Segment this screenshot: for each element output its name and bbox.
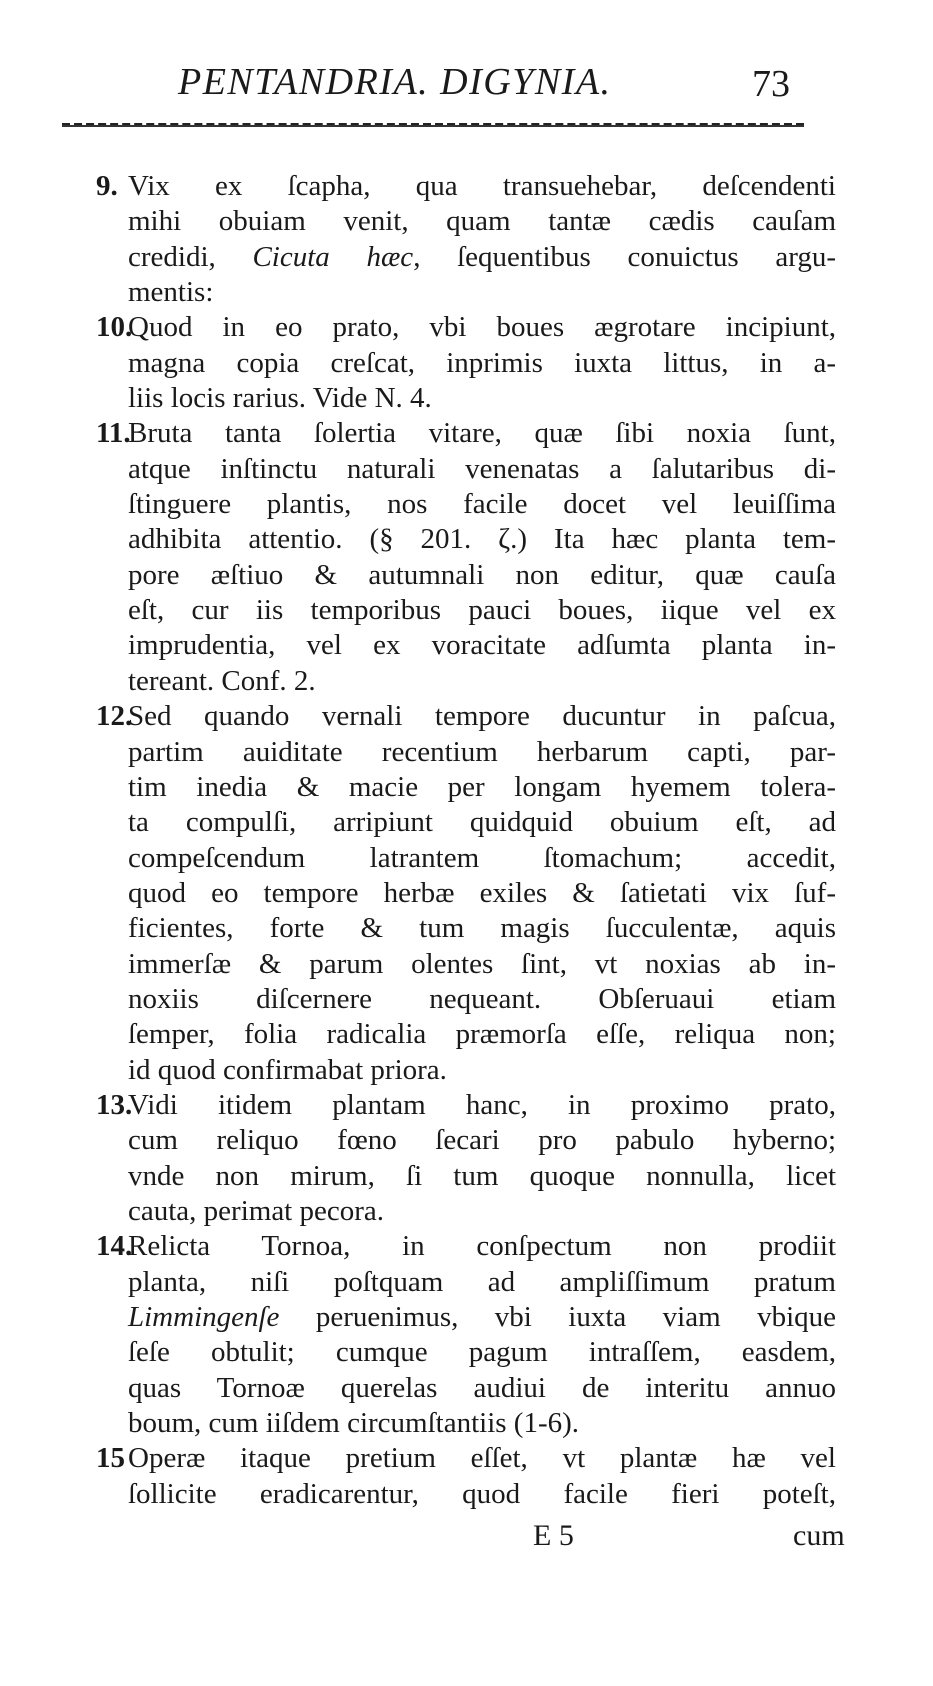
text-segment: peruenimus, vbi iuxta viam vbique <box>279 1301 836 1333</box>
text-line <box>0 452 933 487</box>
page-footer <box>0 1519 933 1559</box>
italic-term: Cicuta hæc <box>252 240 414 273</box>
text-line <box>0 1441 933 1476</box>
text-line <box>0 770 933 805</box>
text-line <box>0 1159 933 1194</box>
line-text <box>128 1371 836 1406</box>
page-body <box>0 169 933 1512</box>
line-text <box>128 876 836 911</box>
italic-term: Limmingenſe <box>128 1301 280 1333</box>
line-text <box>128 735 836 770</box>
paragraph-number: 10. <box>96 311 133 344</box>
text-segment: Quod in eo prato, vbi boues ægrotare incipiunt, <box>128 311 836 344</box>
text-segment: compeſcendum latrantem ſtomachum; accedit, <box>128 841 836 874</box>
line-text <box>128 1441 836 1476</box>
line-text <box>128 1300 836 1335</box>
text-segment: ſemper, folia radicalia præmorſa eſſe, reliqua non; <box>128 1018 836 1051</box>
text-segment: magna copia creſcat, inprimis iuxta littus, in a- <box>128 346 836 379</box>
line-text <box>128 805 836 840</box>
text-segment: adhibita attentio. (§ 201. ζ.) Ita hæc planta tem- <box>128 523 836 556</box>
text-segment: id quod confirmabat priora. <box>128 1053 447 1086</box>
text-line <box>0 699 933 734</box>
line-text <box>128 204 836 239</box>
line-text <box>128 1159 836 1194</box>
text-segment: ta compulſi, arripiunt quidquid obuium eſt, ad <box>128 806 836 839</box>
line-text <box>128 275 836 310</box>
line-text <box>128 841 836 876</box>
text-line <box>0 1300 933 1335</box>
line-text <box>128 664 836 699</box>
text-line <box>0 1053 933 1088</box>
text-segment: , ſequentibus conuictus argu- <box>413 240 836 273</box>
text-segment: ficientes, forte & tum magis ſucculentæ, aquis <box>128 912 836 945</box>
line-text <box>128 522 836 557</box>
text-line <box>0 1406 933 1441</box>
text-line <box>0 1335 933 1370</box>
line-text <box>128 1406 836 1441</box>
line-text <box>128 1053 836 1088</box>
paragraph-number: 14. <box>96 1230 133 1263</box>
text-segment: Relicta Tornoa, in conſpectum non prodiit <box>128 1230 836 1263</box>
catchword: cum <box>793 1519 845 1552</box>
paragraph-number: 9. <box>96 170 118 202</box>
line-text <box>128 240 836 275</box>
text-line <box>0 487 933 522</box>
line-text <box>128 346 836 381</box>
text-line <box>0 310 933 345</box>
text-segment: cum reliquo fœno ſecari pro pabulo hyberno; <box>128 1124 836 1157</box>
text-line <box>0 346 933 381</box>
text-line <box>0 664 933 699</box>
text-segment: Bruta tanta ſolertia vitare, quæ ſibi noxia ſunt, <box>128 417 836 450</box>
text-line <box>0 947 933 982</box>
running-title: PENTANDRIA. DIGYNIA. <box>178 61 612 103</box>
paragraph-number: 11. <box>96 417 131 450</box>
paragraph-number: 13. <box>96 1088 133 1121</box>
text-segment: Sed quando vernali tempore ducuntur in paſcua, <box>128 700 836 733</box>
line-text <box>128 1123 836 1158</box>
text-segment: pore æſtiuo & autumnali non editur, quæ cauſa <box>128 558 836 591</box>
text-segment: noxiis diſcernere nequeant. Obſeruaui etiam <box>128 982 836 1015</box>
text-line <box>0 735 933 770</box>
line-text <box>128 381 836 416</box>
text-segment: Operæ itaque pretium eſſet, vt plantæ hæ vel <box>128 1442 836 1475</box>
text-segment: immerſæ & parum olentes ſint, vt noxias ab in- <box>128 947 836 980</box>
text-segment: eſt, cur iis temporibus pauci boues, iique vel ex <box>128 594 836 627</box>
text-segment: vnde non mirum, ſi tum quoque nonnulla, licet <box>128 1159 836 1192</box>
text-line <box>0 1229 933 1264</box>
signature-mark: E 5 <box>533 1519 574 1552</box>
header-rule-solid <box>62 125 804 127</box>
line-text <box>128 1229 836 1264</box>
text-segment: tereant. Conf. 2. <box>128 664 316 697</box>
paragraph-number: 15 <box>96 1442 125 1475</box>
text-line <box>0 169 933 204</box>
text-segment: mihi obuiam venit, quam tantæ cædis cauſam <box>128 205 836 238</box>
text-line <box>0 1477 933 1512</box>
text-line <box>0 240 933 275</box>
text-segment: quas Tornoæ querelas audiui de interitu annuo <box>128 1371 836 1404</box>
text-line <box>0 1017 933 1052</box>
line-text <box>128 911 836 946</box>
paragraph-number: 12. <box>96 700 133 733</box>
text-line <box>0 1194 933 1229</box>
line-text <box>128 1335 836 1370</box>
line-text <box>128 1017 836 1052</box>
text-line <box>0 805 933 840</box>
text-segment: quod eo tempore herbæ exiles & ſatietati vix ſuf- <box>128 876 836 909</box>
text-segment: partim auiditate recentium herbarum capti, par- <box>128 735 836 768</box>
text-line <box>0 204 933 239</box>
text-segment: imprudentia, vel ex voracitate adſumta planta in- <box>128 629 836 662</box>
text-line <box>0 1371 933 1406</box>
text-segment: Vix ex ſcapha, qua transuehebar, deſcendenti <box>128 170 836 202</box>
running-header <box>0 56 933 116</box>
text-segment: planta, niſi poſtquam ad ampliſſimum pratum <box>128 1265 836 1298</box>
line-text <box>128 310 836 345</box>
text-line <box>0 1123 933 1158</box>
text-segment: atque inſtinctu naturali venenatas a ſalutaribus di- <box>128 452 836 485</box>
text-line <box>0 593 933 628</box>
text-segment: liis locis rarius. Vide N. 4. <box>128 382 432 415</box>
text-line <box>0 522 933 557</box>
line-text <box>128 699 836 734</box>
text-line <box>0 416 933 451</box>
line-text <box>128 947 836 982</box>
line-text <box>128 593 836 628</box>
text-segment: boum, cum iiſdem circumſtantiis (1-6). <box>128 1407 580 1440</box>
line-text <box>128 982 836 1017</box>
text-line <box>0 381 933 416</box>
text-segment: mentis: <box>128 276 214 309</box>
line-text <box>128 1194 836 1229</box>
text-segment: ſollicite eradicarentur, quod facile fieri poteſt, <box>128 1477 836 1510</box>
page-number: 73 <box>752 63 790 105</box>
text-line <box>0 911 933 946</box>
line-text <box>128 1265 836 1300</box>
text-segment: ſeſe obtulit; cumque pagum intraſſem, easdem, <box>128 1336 836 1369</box>
text-segment: credidi, <box>128 240 253 273</box>
text-line <box>0 558 933 593</box>
line-text <box>128 169 836 204</box>
line-text <box>128 628 836 663</box>
line-text <box>128 452 836 487</box>
text-segment: cauta, perimat pecora. <box>128 1194 385 1227</box>
text-segment: ſtinguere plantis, nos facile docet vel leuiſſima <box>128 488 836 521</box>
text-line <box>0 841 933 876</box>
text-line <box>0 275 933 310</box>
line-text <box>128 416 836 451</box>
line-text <box>128 770 836 805</box>
line-text <box>128 1088 836 1123</box>
text-line <box>0 628 933 663</box>
line-text <box>128 1477 836 1512</box>
text-line <box>0 1088 933 1123</box>
text-line <box>0 1265 933 1300</box>
text-segment: tim inedia & macie per longam hyemem tolera- <box>128 770 836 803</box>
line-text <box>128 558 836 593</box>
text-line <box>0 876 933 911</box>
line-text <box>128 487 836 522</box>
text-line <box>0 982 933 1017</box>
text-segment: Vidi itidem plantam hanc, in proximo prato, <box>128 1088 836 1121</box>
